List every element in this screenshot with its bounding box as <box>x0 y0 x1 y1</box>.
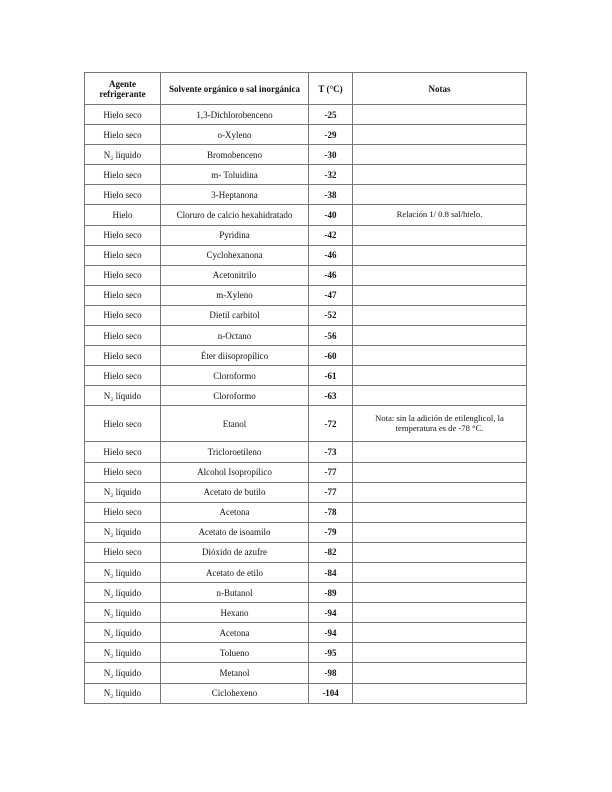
cell-solvent: 1,3-Dichlorobenceno <box>161 105 309 125</box>
table-row <box>85 562 527 582</box>
cell-agent: Hielo seco <box>85 326 161 346</box>
cell-solvent: Alcohol Isopropílico <box>161 462 309 482</box>
cell-temperature: -94 <box>309 623 353 643</box>
cell-temperature: -32 <box>309 165 353 185</box>
table-row <box>85 406 527 442</box>
cell-note <box>353 683 527 703</box>
cell-agent: Hielo <box>85 205 161 225</box>
cell-temperature: -84 <box>309 562 353 582</box>
cell-solvent: Tolueno <box>161 643 309 663</box>
cell-temperature: -46 <box>309 265 353 285</box>
cell-temperature: -52 <box>309 305 353 325</box>
table-row <box>85 663 527 683</box>
cell-agent: N₂ líquido <box>85 683 161 703</box>
cell-solvent: Cloroformo <box>161 366 309 386</box>
cell-agent: Hielo seco <box>85 305 161 325</box>
table-body <box>85 105 527 704</box>
cell-solvent: Acetato de etilo <box>161 562 309 582</box>
table-row <box>85 603 527 623</box>
cell-note <box>353 145 527 165</box>
cell-note <box>353 346 527 366</box>
table-row <box>85 326 527 346</box>
table-row <box>85 366 527 386</box>
cell-agent: Hielo seco <box>85 225 161 245</box>
cell-note <box>353 305 527 325</box>
cell-solvent: Acetona <box>161 623 309 643</box>
cell-temperature: -46 <box>309 245 353 265</box>
cell-temperature: -82 <box>309 542 353 562</box>
cell-solvent: Cloroformo <box>161 386 309 406</box>
cell-note <box>353 185 527 205</box>
cell-solvent: Éter diisopropílico <box>161 346 309 366</box>
cell-agent: N₂ líquido <box>85 562 161 582</box>
cell-agent: Hielo seco <box>85 125 161 145</box>
cell-agent: Hielo seco <box>85 346 161 366</box>
cell-note <box>353 623 527 643</box>
cell-note <box>353 442 527 462</box>
cell-temperature: -89 <box>309 583 353 603</box>
cell-note <box>353 326 527 346</box>
table-row <box>85 442 527 462</box>
cell-temperature: -42 <box>309 225 353 245</box>
cell-note <box>353 245 527 265</box>
table-row <box>85 145 527 165</box>
cell-temperature: -95 <box>309 643 353 663</box>
cell-temperature: -98 <box>309 663 353 683</box>
cell-note <box>353 366 527 386</box>
cooling-baths-table <box>84 72 527 704</box>
cell-temperature: -77 <box>309 462 353 482</box>
cell-solvent: o-Xyleno <box>161 125 309 145</box>
table-row <box>85 165 527 185</box>
cell-agent: Hielo seco <box>85 366 161 386</box>
cell-temperature: -78 <box>309 502 353 522</box>
table-row <box>85 683 527 703</box>
cell-agent: N₂ líquido <box>85 522 161 542</box>
cell-temperature: -63 <box>309 386 353 406</box>
table-row <box>85 285 527 305</box>
cell-agent: N₂ líquido <box>85 603 161 623</box>
cell-solvent: Hexano <box>161 603 309 623</box>
cell-solvent: Acetato de butilo <box>161 482 309 502</box>
cell-solvent: Dietil carbitol <box>161 305 309 325</box>
cell-solvent: Acetonitrilo <box>161 265 309 285</box>
cell-note <box>353 603 527 623</box>
cell-temperature: -61 <box>309 366 353 386</box>
table-row <box>85 265 527 285</box>
table-row <box>85 482 527 502</box>
table-row <box>85 386 527 406</box>
header-notes: Notas <box>353 73 527 105</box>
cell-note <box>353 125 527 145</box>
cell-solvent: 3-Heptanona <box>161 185 309 205</box>
cell-agent: Hielo seco <box>85 542 161 562</box>
cell-agent: N₂ líquido <box>85 623 161 643</box>
cell-temperature: -77 <box>309 482 353 502</box>
cell-solvent: Cyclohexanona <box>161 245 309 265</box>
cell-agent: Hielo seco <box>85 165 161 185</box>
cell-agent: Hielo seco <box>85 185 161 205</box>
table-row <box>85 245 527 265</box>
cell-temperature: -40 <box>309 205 353 225</box>
cell-note <box>353 105 527 125</box>
header-temperature: T (°C) <box>309 73 353 105</box>
cell-temperature: -72 <box>309 406 353 442</box>
cell-solvent: Etanol <box>161 406 309 442</box>
cell-agent: Hielo seco <box>85 265 161 285</box>
cell-note <box>353 462 527 482</box>
table-row <box>85 205 527 225</box>
table-row <box>85 225 527 245</box>
cell-solvent: Ciclohexeno <box>161 683 309 703</box>
table-row <box>85 105 527 125</box>
table-header-row <box>85 73 527 105</box>
table-row <box>85 522 527 542</box>
cell-agent: N₂ líquido <box>85 643 161 663</box>
table-row <box>85 623 527 643</box>
cell-temperature: -94 <box>309 603 353 623</box>
table-row <box>85 583 527 603</box>
cell-note <box>353 583 527 603</box>
cell-note <box>353 542 527 562</box>
cell-note <box>353 386 527 406</box>
cell-agent: Hielo seco <box>85 462 161 482</box>
cell-solvent: Acetato de isoamilo <box>161 522 309 542</box>
cell-agent: Hielo seco <box>85 245 161 265</box>
header-agent: Agente refrigerante <box>85 73 161 105</box>
cell-temperature: -104 <box>309 683 353 703</box>
cell-agent: Hielo seco <box>85 105 161 125</box>
cell-agent: Hielo seco <box>85 442 161 462</box>
cell-note <box>353 643 527 663</box>
table-row <box>85 185 527 205</box>
cell-note <box>353 165 527 185</box>
cell-agent: N₂ líquido <box>85 482 161 502</box>
cell-note <box>353 265 527 285</box>
table-row <box>85 462 527 482</box>
cell-note <box>353 502 527 522</box>
cell-solvent: m-Xyleno <box>161 285 309 305</box>
cell-temperature: -60 <box>309 346 353 366</box>
cell-note: Relación 1/ 0.8 sal/hielo. <box>353 205 527 225</box>
cell-temperature: -47 <box>309 285 353 305</box>
cell-note <box>353 225 527 245</box>
cell-solvent: m- Toluidina <box>161 165 309 185</box>
table-row <box>85 643 527 663</box>
cell-temperature: -29 <box>309 125 353 145</box>
cell-solvent: Dióxido de azufre <box>161 542 309 562</box>
cell-agent: N₂ líquido <box>85 145 161 165</box>
table-row <box>85 346 527 366</box>
cell-solvent: n-Butanol <box>161 583 309 603</box>
cell-temperature: -79 <box>309 522 353 542</box>
cell-note <box>353 285 527 305</box>
cell-temperature: -56 <box>309 326 353 346</box>
cell-agent: N₂ líquido <box>85 663 161 683</box>
cell-note <box>353 482 527 502</box>
table-row <box>85 542 527 562</box>
cell-note <box>353 663 527 683</box>
cell-solvent: Acetona <box>161 502 309 522</box>
table-row <box>85 305 527 325</box>
cell-agent: Hielo seco <box>85 502 161 522</box>
cell-temperature: -25 <box>309 105 353 125</box>
cell-solvent: Pyridina <box>161 225 309 245</box>
cell-agent: N₂ líquido <box>85 583 161 603</box>
cell-temperature: -30 <box>309 145 353 165</box>
cell-solvent: Tricloroetileno <box>161 442 309 462</box>
cell-agent: Hielo seco <box>85 285 161 305</box>
cell-temperature: -73 <box>309 442 353 462</box>
table-row <box>85 502 527 522</box>
cell-note <box>353 562 527 582</box>
cell-note <box>353 522 527 542</box>
cell-agent: N₂ líquido <box>85 386 161 406</box>
cell-temperature: -38 <box>309 185 353 205</box>
cell-solvent: Metanol <box>161 663 309 683</box>
cell-solvent: n-Octano <box>161 326 309 346</box>
cell-solvent: Cloruro de calcio hexahidratado <box>161 205 309 225</box>
header-solvent: Solvente orgánico o sal inorgánica <box>161 73 309 105</box>
cell-note: Nota: sin la adición de etilenglicol, la temperatura es de -78 °C. <box>353 406 527 442</box>
cell-agent: Hielo seco <box>85 406 161 442</box>
table-row <box>85 125 527 145</box>
cell-solvent: Bromobenceno <box>161 145 309 165</box>
